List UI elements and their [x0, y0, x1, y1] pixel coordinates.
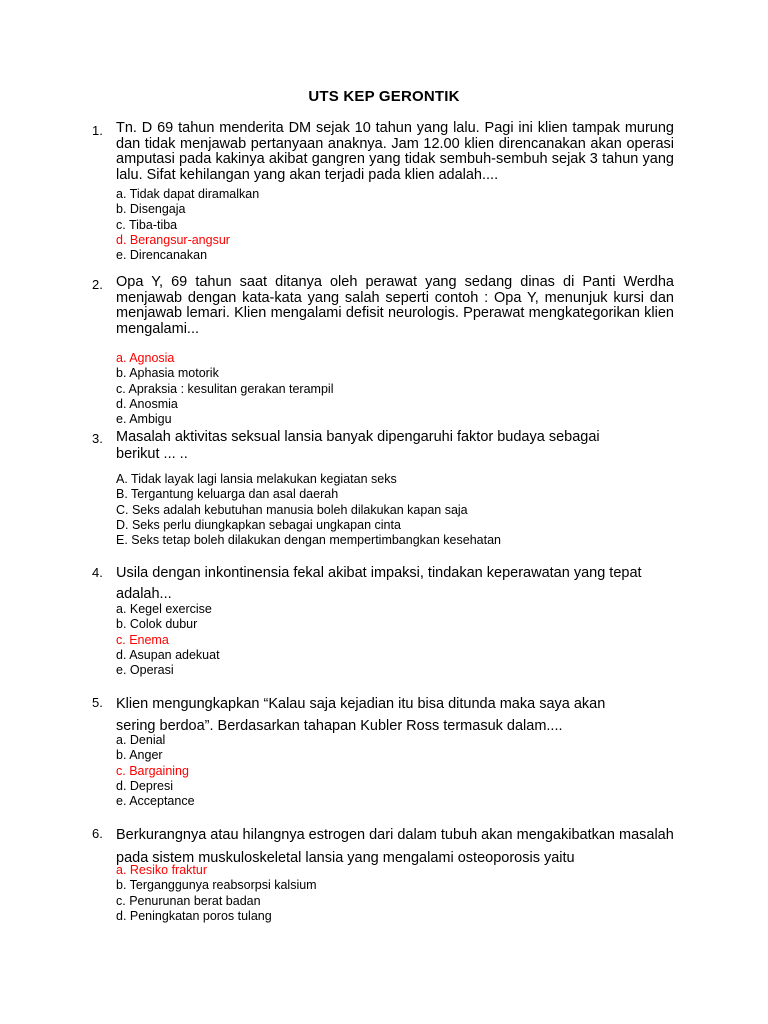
- question-number: 4.: [92, 565, 103, 580]
- option-a: a. Agnosia: [116, 351, 175, 365]
- option-list: [116, 351, 676, 427]
- option-e: e. Direncanakan: [116, 248, 208, 263]
- option-d: d. Depresi: [116, 778, 173, 793]
- question-text: Opa Y, 69 tahun saat ditanya oleh perawat yang sedang dinas di Panti Werdha menjawab dengan kata-kata yang salah seperti contoh : Opa Y, menunjuk kursi dan menjawab lemari. Klien mengalami defisit neurologis. Pperawat mengkategorikan klien mengalami...: [116, 274, 674, 337]
- question-text: Tn. D 69 tahun menderita DM sejak 10 tahun yang lalu. Pagi ini klien tampak murung dan tidak menjawab pertanyaan anaknya. Jam 12.00 klien direncanakan akan operasi amputasi pada kakinya akibat gangren yang tidak sembuh-sembuh sejak 3 tahun yang lalu. Sifat kehilangan yang akan terjadi pada klien adalah....: [116, 120, 674, 183]
- question-number: 5.: [92, 695, 103, 710]
- option-b: b. Aphasia motorik: [116, 366, 219, 381]
- option-c: c. Tiba-tiba: [116, 217, 178, 232]
- option-list: [116, 187, 676, 263]
- question-number: 6.: [92, 826, 103, 841]
- option-d: d. Asupan adekuat: [116, 647, 220, 662]
- option-list: [116, 863, 676, 924]
- option-e: e. Operasi: [116, 663, 174, 678]
- option-d: d. Anosmia: [116, 396, 178, 411]
- option-a: A. Tidak layak lagi lansia melakukan kegiatan seks: [116, 472, 397, 486]
- option-a: a. Kegel exercise: [116, 602, 212, 616]
- question-text: Usila dengan inkontinensia fekal akibat impaksi, tindakan keperawatan yang tepat adalah...: [116, 565, 642, 602]
- question-text: Masalah aktivitas seksual lansia banyak dipengaruhi faktor budaya sebagai berikut ... ..: [116, 429, 600, 462]
- option-e: e. Acceptance: [116, 794, 195, 809]
- option-d: d. Berangsur-angsur: [116, 232, 230, 247]
- question-text: Klien mengungkapkan “Kalau saja kejadian itu bisa ditunda maka saya akan sering berdoa”. Berdasarkan tahapan Kubler Ross termasuk dalam....: [116, 696, 606, 734]
- question-number: 3.: [92, 431, 103, 446]
- option-c: C. Seks adalah kebutuhan manusia boleh dilakukan kapan saja: [116, 502, 468, 517]
- option-e: e. Ambigu: [116, 412, 172, 427]
- option-a: a. Tidak dapat diramalkan: [116, 187, 260, 201]
- option-b: B. Tergantung keluarga dan asal daerah: [116, 487, 339, 502]
- option-b: b. Colok dubur: [116, 617, 198, 632]
- option-e: E. Seks tetap boleh dilakukan dengan mempertimbangkan kesehatan: [116, 533, 501, 548]
- question-number: 2.: [92, 277, 103, 292]
- option-c: c. Bargaining: [116, 763, 189, 778]
- option-list: [116, 602, 676, 678]
- question-number: 1.: [92, 123, 103, 138]
- option-a: a. Resiko fraktur: [116, 863, 208, 877]
- option-d: D. Seks perlu diungkapkan sebagai ungkapan cinta: [116, 517, 401, 532]
- option-b: b. Terganggunya reabsorpsi kalsium: [116, 878, 317, 893]
- option-list: [116, 472, 676, 548]
- option-list: [116, 733, 676, 809]
- option-c: c. Enema: [116, 632, 169, 647]
- option-d: d. Peningkatan poros tulang: [116, 908, 272, 923]
- question-text: Berkurangnya atau hilangnya estrogen dari dalam tubuh akan mengakibatkan masalah pada sistem muskuloskeletal lansia yang mengalami osteoporosis yaitu: [116, 827, 674, 866]
- option-a: a. Denial: [116, 733, 166, 747]
- option-c: c. Apraksia : kesulitan gerakan terampil: [116, 381, 334, 396]
- option-c: c. Penurunan berat badan: [116, 893, 261, 908]
- option-b: b. Anger: [116, 748, 163, 763]
- option-b: b. Disengaja: [116, 202, 186, 217]
- exam-title: UTS KEP GERONTIK: [308, 88, 460, 105]
